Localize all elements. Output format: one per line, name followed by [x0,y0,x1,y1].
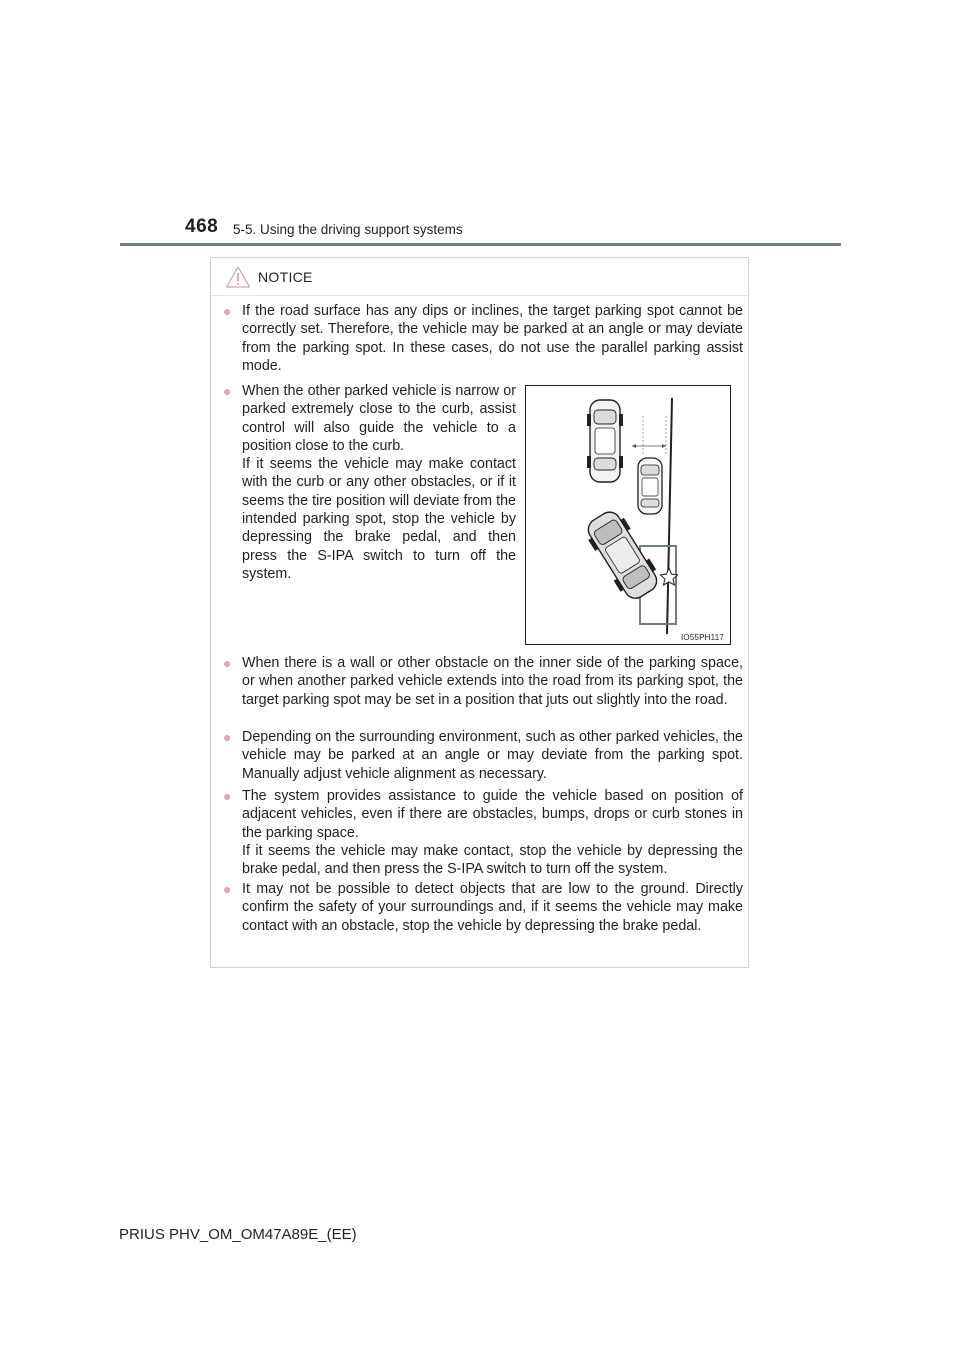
notice-item [223,787,743,878]
circle-bullet-icon: ● [223,303,232,319]
page-number: 468 [185,216,219,237]
circle-bullet-icon: ● [223,788,232,804]
notice-item-text: When the other parked vehicle is narrow or parked extremely close to the curb, assist control will also guide the vehicle to a position close to the curb. If it seems the vehicle may make contact with the curb or any other obstacles, or if it seems the tire position will deviate from the intended parking spot, stop the vehicle by depressing the brake pedal, and then press the S-IPA switch to turn off the system. [242,383,516,582]
parked-car-narrow [638,458,662,514]
notice-item-text: It may not be possible to detect objects that are low to the ground. Directly confirm the safety of your surroundings and, if it seems the vehicle may make contact with an obstacle, stop the vehicle by depressing the brake pedal. [242,881,743,934]
notice-item [223,728,743,783]
figure-code: IO55PH117 [680,633,724,642]
notice-item [223,302,743,375]
parking-illustration [525,385,731,645]
reversing-car [581,506,664,605]
notice-label: NOTICE [258,269,313,285]
notice-item [223,880,743,935]
circle-bullet-icon: ● [223,729,232,745]
notice-divider [211,295,748,296]
parking-diagram [526,386,730,644]
document-id: PRIUS PHV_OM_OM47A89E_(EE) [119,1226,357,1243]
notice-header [225,262,313,292]
circle-bullet-icon: ● [223,655,232,671]
curb-line [667,398,672,634]
circle-bullet-icon: ● [223,383,232,399]
warning-triangle-icon [225,265,251,289]
notice-item [223,654,743,709]
notice-item-text: The system provides assistance to guide the vehicle based on position of adjacent vehicles, even if there are obstacles, bumps, drops or curb stones in the parking space. If it seems the vehicle may make contact, stop the vehicle by depressing the brake pedal, and then press the S-IPA switch to turn off the system. [242,788,743,878]
circle-bullet-icon: ● [223,881,232,897]
notice-item [223,382,516,583]
notice-box [210,257,749,968]
notice-item-text: If the road surface has any dips or inclines, the target parking spot cannot be correctly set. Therefore, the vehicle may be parked at an angle or may deviate from the parking spot. In these cases, do not use the parallel parking assist mode. [242,303,743,374]
parked-car-large [587,400,623,482]
header-rule [120,243,841,246]
notice-item-text: When there is a wall or other obstacle on the inner side of the parking space, or when another parked vehicle extends into the road from its parking spot, the target parking spot may be set in a position that juts out slightly into the road. [242,655,743,708]
section-title: 5-5. Using the driving support systems [233,222,463,237]
contact-star-icon [661,568,678,585]
notice-item-text: Depending on the surrounding environment, such as other parked vehicles, the vehicle may be parked at an angle or may deviate from the parking spot. Manually adjust vehicle alignment as necessary. [242,729,743,782]
